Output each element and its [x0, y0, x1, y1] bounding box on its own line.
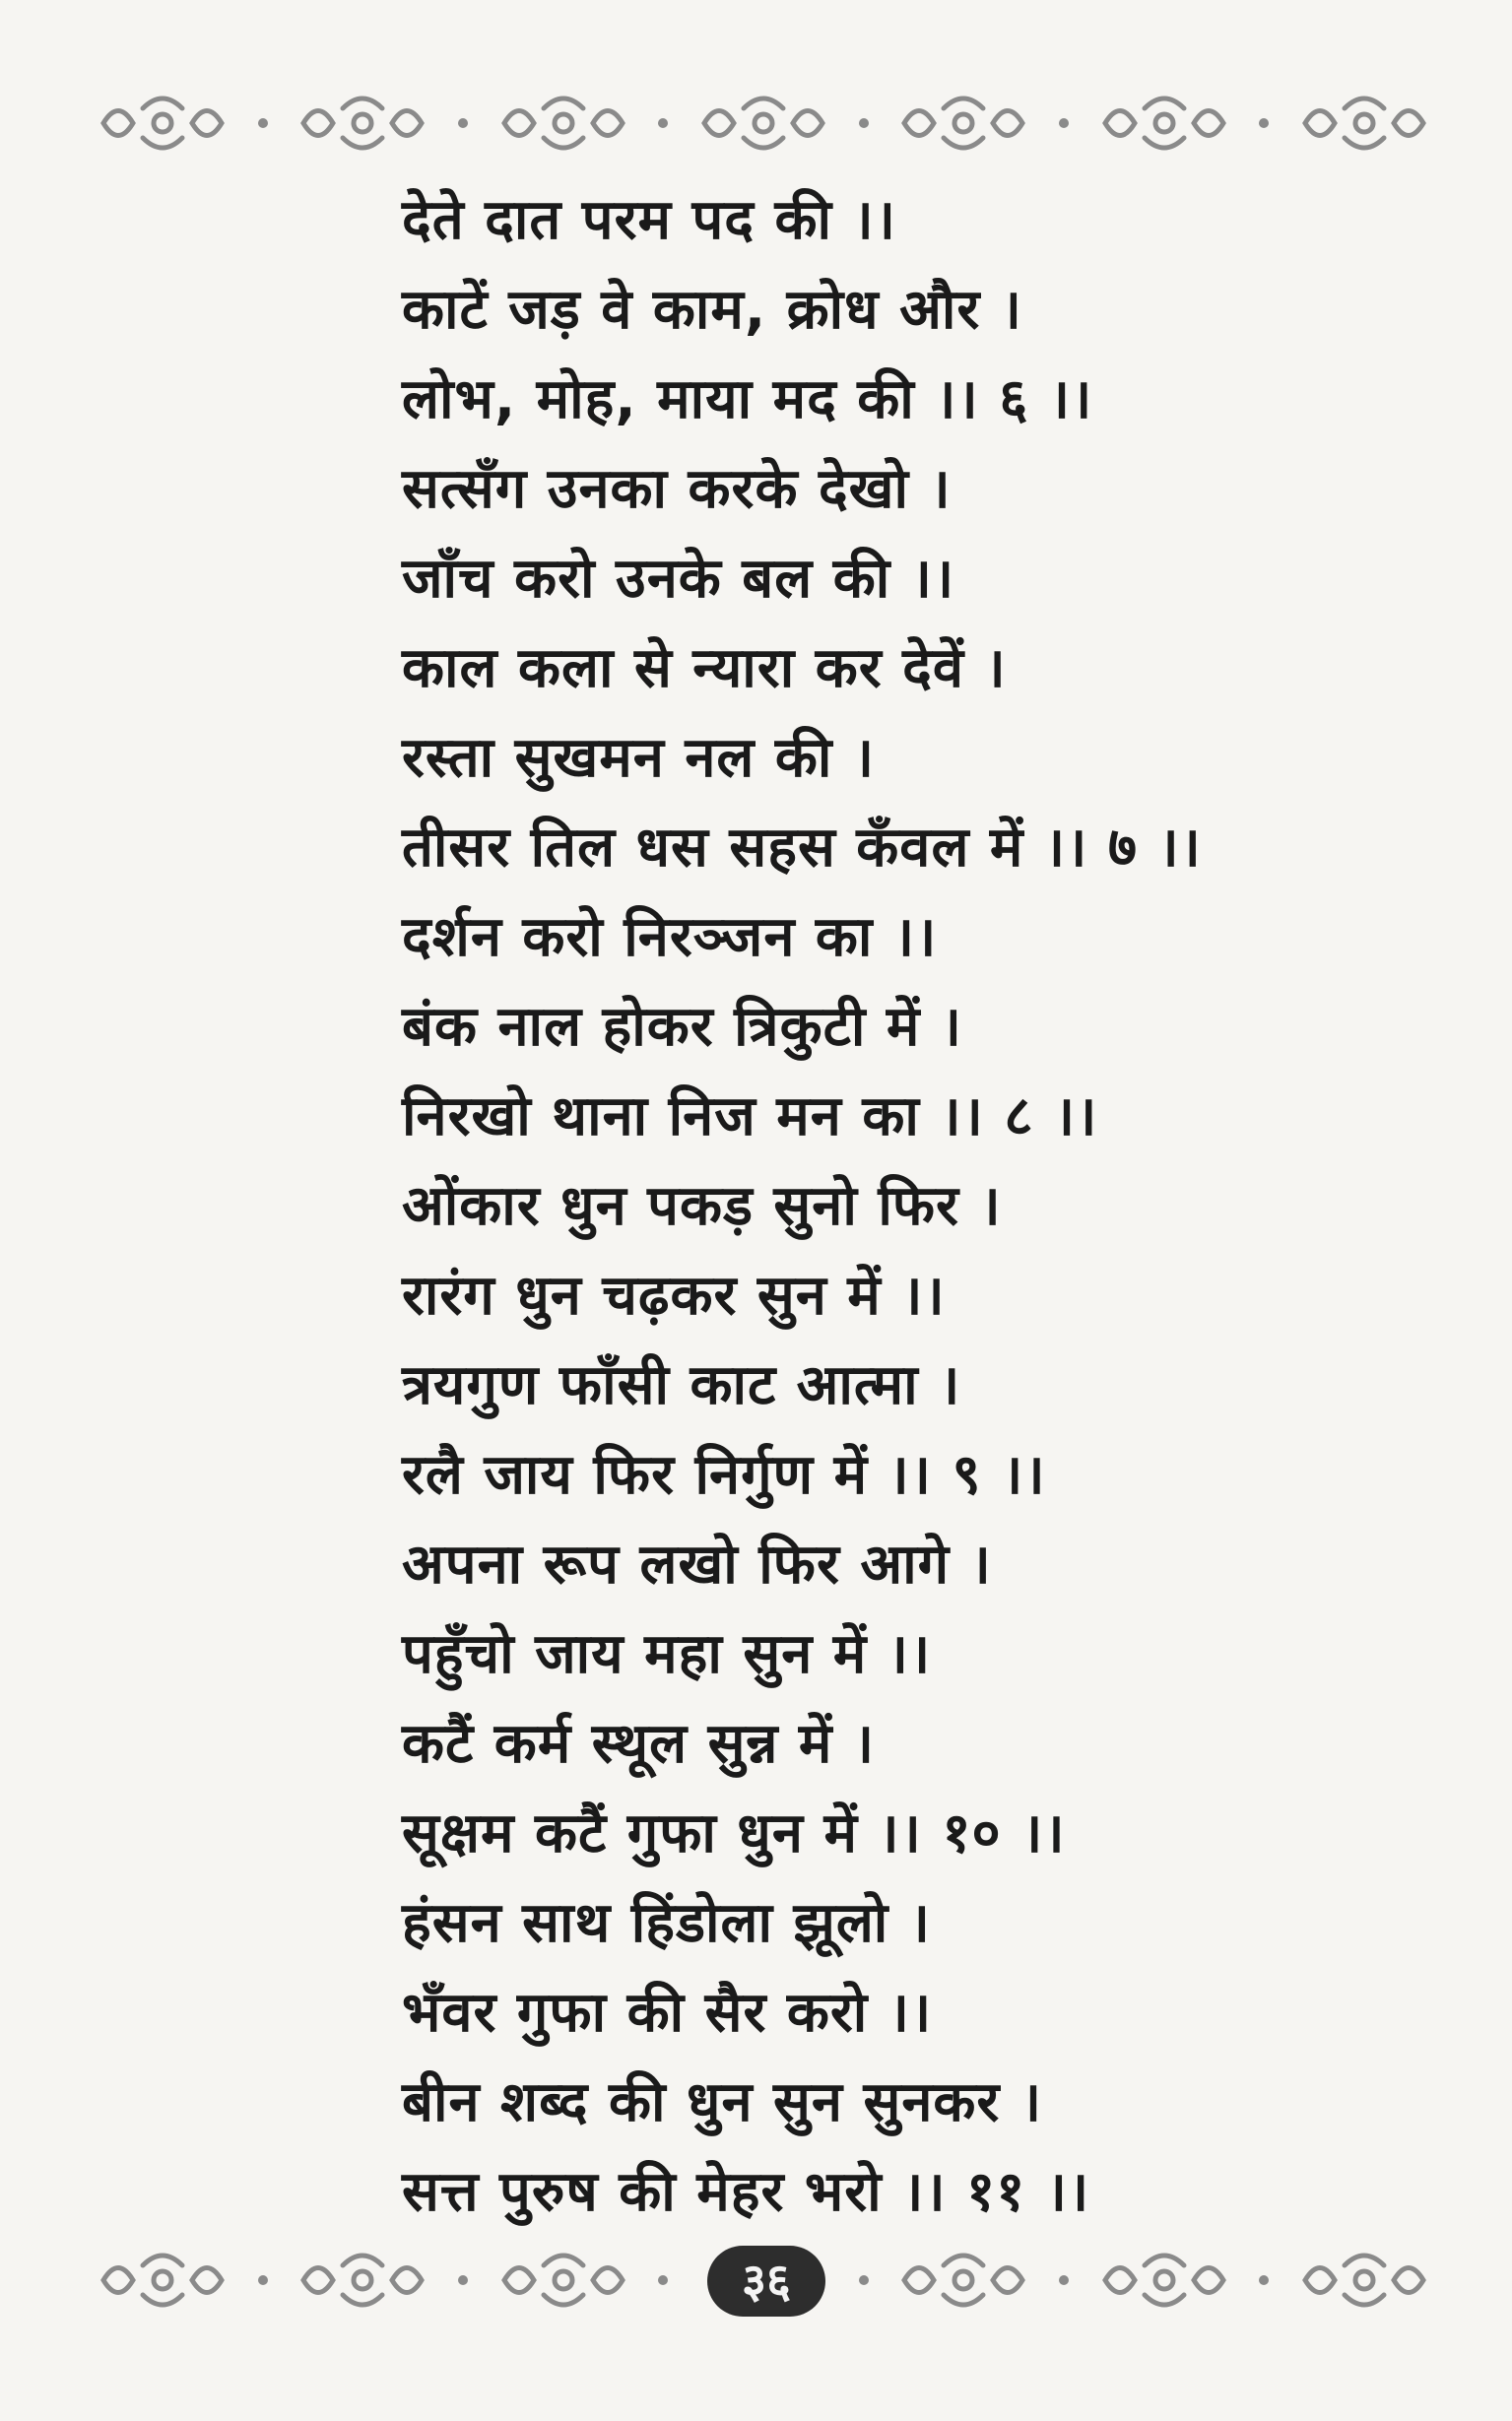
ornament-dot-icon — [458, 118, 468, 128]
verse-line: सत्सँग उनका करके देखो । — [402, 457, 952, 521]
verse-line: ओंकार धुन पकड़ सुनो फिर । — [402, 1174, 1002, 1238]
floral-ornament-icon — [1295, 89, 1433, 158]
floral-ornament-icon — [494, 2246, 632, 2315]
floral-ornament-icon — [694, 89, 832, 158]
floral-ornament-icon — [1095, 89, 1233, 158]
ornament-dot-icon — [859, 2275, 869, 2285]
floral-ornament-icon — [894, 2246, 1032, 2315]
floral-ornament-icon — [94, 2246, 231, 2315]
floral-ornament-icon — [294, 2246, 431, 2315]
ornament-dot-icon — [258, 118, 268, 128]
verse-line: काटें जड़ वे काम, क्रोध और । — [402, 278, 1023, 342]
floral-ornament-icon — [494, 89, 632, 158]
verse-line: रलै जाय फिर निर्गुण में ।। ९ ।। — [402, 1443, 1046, 1507]
ornament-dot-icon — [658, 118, 668, 128]
verse-line: काल कला से न्यारा कर देवें । — [402, 636, 1007, 700]
verse-text-block — [402, 175, 1288, 2237]
verse-line: कटैं कर्म स्थूल सुन्न में । — [402, 1712, 876, 1776]
verse-line: सत्त पुरुष की मेहर भरो ।। ११ ।। — [402, 2160, 1090, 2224]
ornament-dot-icon — [658, 2275, 668, 2285]
verse-line: लोभ, मोह, माया मद की ।। ६ ।। — [402, 367, 1093, 431]
verse-line: पहुँचो जाय महा सुन में ।। — [402, 1622, 932, 1686]
page-number-badge: ३६ — [707, 2246, 825, 2317]
floral-ornament-icon — [294, 89, 431, 158]
floral-ornament-icon — [894, 89, 1032, 158]
verse-line: बंक नाल होकर त्रिकुटी में । — [402, 995, 963, 1059]
verse-line: सूक्षम कटैं गुफा धुन में ।। १० ।। — [402, 1801, 1066, 1865]
verse-line: जाँच करो उनके बल की ।। — [402, 547, 955, 611]
verse-line: अपना रूप लखो फिर आगे । — [402, 1533, 992, 1597]
verse-line: रस्ता सुखमन नल की । — [402, 726, 876, 790]
floral-ornament-icon — [1295, 2246, 1433, 2315]
ornament-dot-icon — [1059, 118, 1069, 128]
floral-ornament-icon — [1095, 2246, 1233, 2315]
ornament-dot-icon — [458, 2275, 468, 2285]
ornament-dot-icon — [1259, 2275, 1269, 2285]
verse-line: निरखो थाना निज मन का ।। ८ ।। — [402, 1084, 1098, 1148]
verse-line: बीन शब्द की धुन सुन सुनकर । — [402, 2070, 1043, 2134]
verse-line: तीसर तिल धस सहस कँवल में ।। ७ ।। — [402, 816, 1202, 880]
ornament-dot-icon — [1059, 2275, 1069, 2285]
verse-line: हंसन साथ हिंडोला झूलो । — [402, 1891, 932, 1955]
ornament-dot-icon — [258, 2275, 268, 2285]
floral-ornament-icon — [94, 89, 231, 158]
verse-line: दर्शन करो निरञ्जन का ।। — [402, 905, 938, 969]
verse-line: रारंग धुन चढ़कर सुन में ।। — [402, 1264, 946, 1328]
top-ornamental-border — [94, 81, 1433, 165]
ornament-dot-icon — [1259, 118, 1269, 128]
ornament-dot-icon — [859, 118, 869, 128]
verse-line: देते दात परम पद की ।। — [402, 188, 897, 252]
verse-line: त्रयगुण फाँसी काट आत्मा । — [402, 1353, 961, 1417]
verse-line: भँवर गुफा की सैर करो ।। — [402, 1981, 933, 2045]
